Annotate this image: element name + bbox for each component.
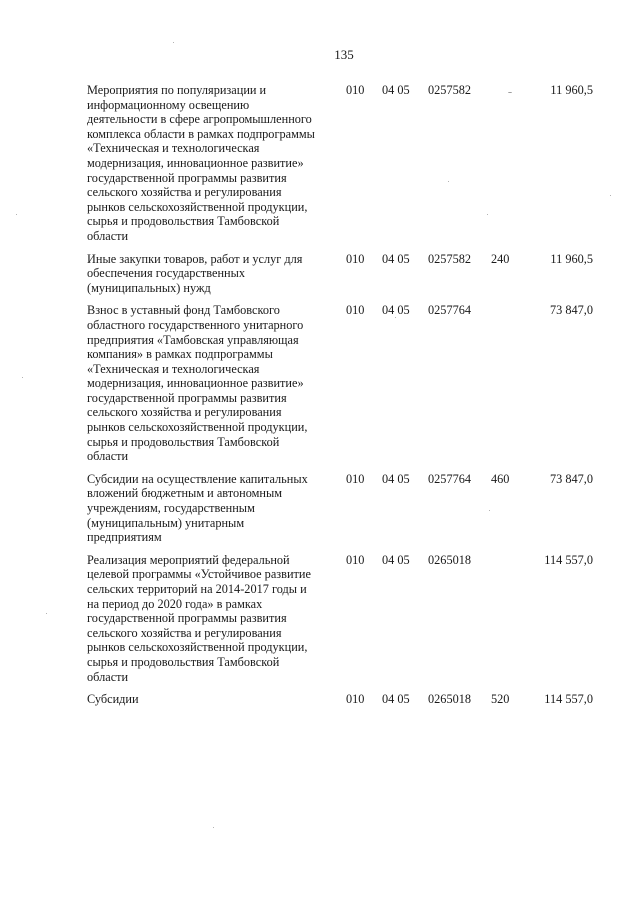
ministry-code: 010	[346, 692, 365, 707]
budget-table	[87, 83, 597, 715]
target-article-code: 0257582	[428, 83, 472, 97]
target-article-code: 0257582	[428, 251, 472, 266]
table-row	[87, 553, 597, 684]
expense-type-code: 520	[491, 692, 510, 707]
scan-speck	[22, 377, 23, 378]
table-row	[87, 303, 597, 464]
scan-speck	[448, 181, 449, 182]
amount: 73 847,0	[549, 471, 593, 486]
section-code: 04 05	[382, 552, 410, 567]
row-description: Субсидии	[87, 692, 139, 707]
row-description: Субсидии на осуществление капитальных вложений бюджетным и автономным учреждениям, государственным (муниципальным) унитарным предприятиям	[87, 471, 308, 545]
scan-speck	[16, 214, 17, 215]
table-row	[87, 83, 597, 244]
row-description: Мероприятия по популяризации и информационному освещению деятельности в сфере агропромышленного комплекса области в рамках подпрограммы «Техническая и технологическая модернизация, инновационное развитие» государственной программы развития сельского хозяйства и регулирования рынков сельскохозяйственной продукции, сырья и продовольствия Тамбовской области	[87, 83, 315, 243]
row-description: Реализация мероприятий федеральной целевой программы «Устойчивое развитие сельских территорий на 2014-2017 годы и на период до 2020 года» в рамках государственной программы развития сельского хозяйства и регулирования рынков сельскохозяйственной продукции, сырья и продовольствия Тамбовской области	[87, 552, 311, 684]
ministry-code: 010	[346, 251, 365, 266]
row-description: Иные закупки товаров, работ и услуг для обеспечения государственных (муниципальных) нужд	[87, 251, 303, 295]
amount: 114 557,0	[544, 552, 593, 567]
ministry-code: 010	[346, 552, 365, 567]
section-code: 04 05	[382, 303, 410, 318]
target-article-code: 0257764	[428, 471, 472, 486]
section-code: 04 05	[382, 251, 410, 266]
expense-type-code: 240	[491, 251, 510, 266]
scan-speck	[489, 510, 490, 511]
amount: 73 847,0	[549, 303, 593, 318]
scan-speck	[395, 317, 396, 318]
target-article-code: 0265018	[428, 552, 472, 567]
amount: 11 960,5	[550, 251, 593, 266]
expense-type-code: 460	[491, 471, 510, 486]
ministry-code: 010	[346, 471, 365, 486]
row-description: Взнос в уставный фонд Тамбовского областного государственного унитарного предприятия «Тамбовская управляющая компания» в рамках подпрограммы «Техническая и технологическая модернизация, инновационное развитие» государственной программы развития сельского хозяйства и регулирования рынков сельскохозяйственной продукции, сырья и продовольствия Тамбовской области	[87, 303, 308, 464]
section-code: 04 05	[382, 471, 410, 486]
amount: 11 960,5	[550, 83, 593, 97]
page-number: 135	[334, 47, 354, 62]
target-article-code: 0257764	[428, 303, 472, 318]
amount: 114 557,0	[544, 692, 593, 707]
section-code: 04 05	[382, 692, 410, 707]
scan-speck	[508, 92, 512, 93]
scan-speck	[213, 827, 214, 828]
table-row	[87, 472, 597, 545]
table-row	[87, 252, 597, 296]
table-row	[87, 692, 597, 707]
scan-speck	[610, 195, 611, 196]
scan-speck	[173, 42, 174, 43]
ministry-code: 010	[346, 83, 365, 97]
scan-speck	[487, 214, 488, 215]
target-article-code: 0265018	[428, 692, 472, 707]
section-code: 04 05	[382, 83, 410, 97]
scan-speck	[46, 613, 47, 614]
ministry-code: 010	[346, 303, 365, 318]
